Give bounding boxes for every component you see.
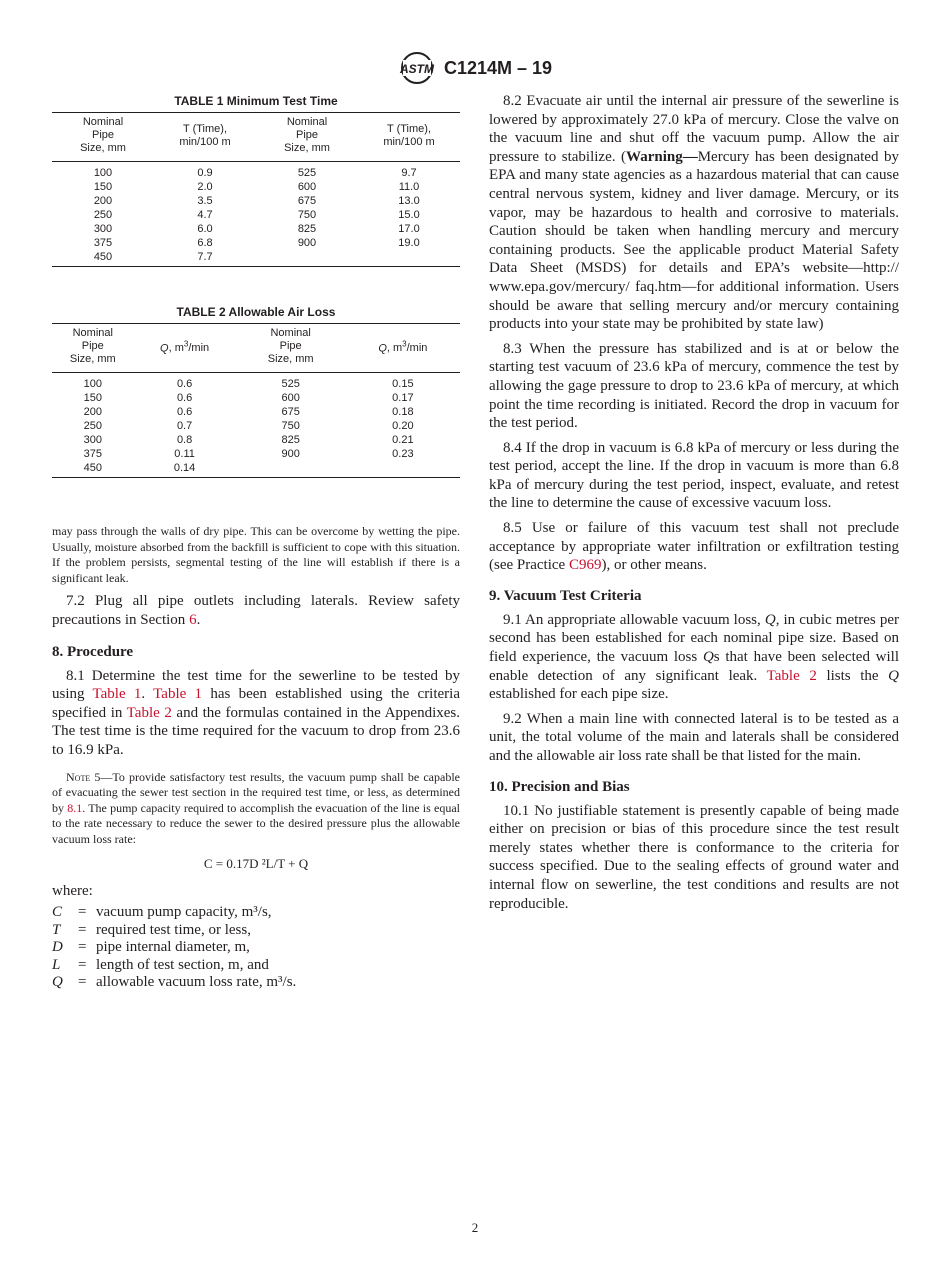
table1-cell: 450 (52, 250, 154, 267)
text: 8.5 Use or failure of this vacuum test shall not preclude acceptance by appropriate water infiltration or exfiltration testing (see Practice (489, 520, 899, 574)
table2-row (52, 405, 460, 419)
definition-text: vacuum pump capacity, m³/s, (96, 904, 272, 921)
practice-c969-link[interactable]: C969 (568, 557, 602, 574)
table2-header-q-unit: , $m^3/\min$ (168, 339, 210, 355)
definition-text: required test time, or less, (96, 921, 251, 938)
table1-link[interactable]: Table 1 (92, 686, 142, 703)
text: . (196, 611, 201, 628)
definition-symbol: L (52, 956, 61, 973)
text: . (141, 686, 154, 703)
table2-cell: 100 (83, 378, 102, 390)
table1-cell: 0.9 (197, 167, 213, 179)
q-symbol: Q (764, 611, 776, 628)
equals-sign: = (78, 939, 87, 956)
table2-cell: 0.20 (392, 420, 414, 432)
table2-row (52, 391, 460, 405)
table1-cell: 100 (93, 167, 113, 179)
table2-cell: 900 (281, 448, 300, 460)
page-number: 2 (471, 1220, 479, 1235)
table1-title: TABLE 1 Minimum Test Time (174, 94, 338, 108)
definition-row (52, 904, 460, 922)
table1-cell: 825 (297, 223, 317, 235)
table1-cell: 17.0 (398, 223, 420, 235)
definition-text: allowable vacuum loss rate, m³/s. (96, 974, 297, 991)
table2-cell: 0.18 (392, 406, 414, 418)
table1-cell: 2.0 (197, 181, 213, 193)
equals-sign: = (78, 974, 87, 991)
table1-header-cell (52, 113, 154, 162)
text: 8.1 Determine the test time for the sewerline to be tested by using (52, 667, 460, 703)
table2-cell: 750 (281, 420, 300, 432)
text: and the formulas contained in the Appendixes. The test time is the time required for the vacuum to drop from 23.6 to 16.9 kPa. (52, 704, 460, 758)
table2-header-q-symbol: Q (160, 342, 169, 355)
paragraph-8-2 (489, 92, 899, 334)
definition-symbol: Q (52, 974, 63, 991)
table2-cell: 0.23 (392, 448, 414, 460)
table1-cell: 15.0 (398, 209, 420, 221)
table1-cell: 675 (297, 195, 317, 207)
svg-text:ASTM: ASTM (399, 62, 434, 76)
table1-cell: 6.8 (197, 237, 213, 249)
table1-cell: 900 (297, 237, 317, 249)
table2-cell: 825 (281, 434, 300, 446)
heading-precision-and-bias: 10. Precision and Bias (489, 778, 630, 795)
text: established for each pipe size. (489, 686, 669, 703)
table2-cell: 250 (83, 420, 102, 432)
table2-cell: 0.6 (176, 392, 193, 404)
table2-link[interactable]: Table 2 (766, 667, 817, 684)
table1-cell: 9.7 (401, 167, 417, 179)
section-8-1-link[interactable]: 8.1 (67, 800, 83, 815)
table2-cell: 600 (281, 392, 300, 404)
paragraph-9-1 (489, 611, 899, 704)
table2-cell: 0.14 (134, 461, 236, 478)
table1-header-time: T (Time), min/100 m (383, 122, 435, 148)
table2-cell: 0.6 (176, 378, 193, 390)
table1-link[interactable]: Table 1 (153, 686, 203, 703)
text: ), or other means. (601, 557, 707, 574)
table1-cell: 150 (93, 181, 113, 193)
table1-cell: 4.7 (197, 209, 213, 221)
definition-text: length of test section, m, and (96, 956, 269, 973)
q-symbol: Q (888, 667, 899, 684)
table1-header-cell (154, 113, 256, 162)
text: . The pump capacity required to accomplish the evacuation of the line is equal to the rate necessary to reduce the sewer to the desired pressure plus the allowable vacuum loss rate: (52, 800, 461, 846)
heading-vacuum-test-criteria: 9. Vacuum Test Criteria (489, 587, 642, 604)
note-continuation: may pass through the walls of dry pipe. This can be overcome by wetting the pipe. Usually, moisture absorbed from the backfill is sufficient to cope with this situation. If the problem persists, segmental testing of the line will establish if there is a significant leak. (52, 524, 460, 585)
definition-symbol: T (52, 921, 61, 938)
text: 7.2 Plug all pipe outlets including laterals. Review safety precautions in Section (52, 593, 460, 628)
left-column (52, 92, 460, 992)
text: , in cubic metres per second has been established for each nominal pipe size. Based on field experience, the vacuum loss (489, 611, 899, 666)
note-5 (52, 770, 460, 848)
note-label: Note (66, 769, 91, 784)
table1-cell: 250 (93, 209, 113, 221)
table2-header-size: Nominal Pipe Size, mm (69, 327, 116, 365)
table1-header-size: Nominal Pipe Size, mm (284, 116, 330, 154)
q-symbol: Q (702, 649, 714, 666)
table1-row (52, 162, 460, 181)
table2-cell: 375 (83, 448, 102, 460)
text: Mercury has been designated by EPA and many state agencies as a hazardous material that can cause central nervous system, kidney and liver damage. Mercury, or its vapor, may be hazardous to health and corrosive to materials. Caution should be taken when handling mercury and mercury containing products. See the applicable product Material Safety Data Sheet (MSDS) for details and EPA’s website—http:// www.epa.gov/mercury/ faq.htm—for additional information. Users should be aware that selling mercury and/or mercury containing products into your state may be prohibited by state law) (489, 148, 899, 333)
heading-procedure: 8. Procedure (52, 643, 134, 660)
equals-sign: = (78, 921, 87, 938)
table1-cell: 3.5 (197, 195, 213, 207)
pump-capacity-formula: C = 0.17D ²L/T + Q (203, 855, 309, 871)
table1-header-time: T (Time), min/100 m (179, 122, 231, 148)
table2-header-cell (236, 324, 346, 373)
text: 9.1 An appropriate allowable vacuum loss, (503, 611, 765, 628)
table1-header-cell (358, 113, 460, 162)
paragraph-8-1 (52, 667, 460, 760)
paragraph-8-3: 8.3 When the pressure has stabilized and is at or below the starting test vacuum of 23.6 kPa of mercury, commence the test by allowing the gage pressure to drop to 23.6 kPa of mercury, at which point the time recording is initiated. Record the drop in vacuum for the test period. (489, 340, 899, 432)
text: has been established using the criteria specified in (52, 686, 460, 721)
definition-text: pipe internal diameter, m, (96, 939, 250, 956)
astm-logo-icon (398, 50, 436, 86)
table1-row (52, 236, 460, 250)
table1-minimum-test-time (52, 112, 460, 267)
document-code: C1214M – 19 (443, 57, 553, 78)
table1-row (52, 180, 460, 194)
table2-cell: 300 (83, 434, 102, 446)
definition-row (52, 974, 460, 992)
table1-header-cell (256, 113, 358, 162)
table1-cell: 6.0 (197, 223, 213, 235)
table2-allowable-air-loss (52, 323, 460, 478)
table2-row (52, 419, 460, 433)
table1-cell: 7.7 (154, 250, 256, 267)
table2-cell: 450 (52, 461, 134, 478)
text: 8.2 Evacuate air until the internal air pressure of the sewerline is lowered by approximately 27.0 kPa of mercury. Close the valve on the vacuum line and shut off the vacuum pump. Allow the air pressure to stabilize. ( (489, 93, 899, 165)
text: lists the (816, 667, 889, 684)
table1-cell: 525 (297, 167, 317, 179)
table1-cell: 375 (93, 237, 113, 249)
table1-cell (256, 250, 358, 267)
page-header (0, 50, 950, 86)
table2-body (52, 373, 460, 478)
table2-header-size: Nominal Pipe Size, mm (267, 327, 314, 365)
table2-header-q-symbol: Q (378, 342, 387, 355)
table2-row (52, 461, 460, 478)
definition-symbol: D (52, 939, 63, 956)
table2-cell: 525 (281, 378, 300, 390)
table2-cell: 0.8 (176, 434, 193, 446)
table2-cell (346, 461, 460, 478)
table2-cell: 150 (83, 392, 102, 404)
table2-cell: 0.15 (392, 378, 414, 390)
table1-row (52, 208, 460, 222)
table2-cell: 675 (281, 406, 300, 418)
table2-header-cell (52, 324, 134, 373)
table2-cell: 0.11 (174, 448, 195, 460)
definition-symbol: C (52, 904, 63, 921)
equals-sign: = (78, 904, 87, 921)
table1-cell: 300 (93, 223, 113, 235)
table1-row (52, 194, 460, 208)
table2-row (52, 447, 460, 461)
table1-cell: 13.0 (398, 195, 420, 207)
table1-cell: 750 (297, 209, 317, 221)
warning-label: Warning— (626, 148, 698, 165)
table2-cell: 200 (83, 406, 102, 418)
table2-row (52, 373, 460, 392)
table1-body (52, 162, 460, 267)
definition-row (52, 922, 460, 940)
table2-header-cell (134, 324, 236, 373)
definition-row (52, 957, 460, 975)
table2-cell: 0.6 (176, 406, 193, 418)
table1-cell (358, 250, 460, 267)
text: 5—To provide satisfactory test results, the vacuum pump shall be capable of evacuating the sewer test section in the required test time, or less, as determined by (52, 769, 460, 815)
paragraph-7-2 (52, 592, 460, 629)
paragraph-9-2: 9.2 When a main line with connected lateral is to be tested as a unit, the total volume of the main and laterals shall be considered and the allowable air loss rate shall be that listed for the main. (489, 710, 899, 764)
table2-row (52, 433, 460, 447)
paragraph-8-5 (489, 519, 899, 575)
table1-row (52, 250, 460, 267)
equals-sign: = (78, 956, 87, 973)
section-6-link[interactable]: 6 (189, 611, 197, 628)
table2-header-cell (346, 324, 460, 373)
table1-cell: 600 (297, 181, 317, 193)
table2-cell: 0.17 (392, 392, 414, 404)
table2-cell (236, 461, 346, 478)
table2-title: TABLE 2 Allowable Air Loss (176, 305, 336, 319)
table1-row (52, 222, 460, 236)
table1-cell: 11.0 (398, 181, 420, 193)
table1-cell: 19.0 (398, 237, 420, 249)
table2-cell: 0.7 (176, 420, 193, 432)
paragraph-8-4: 8.4 If the drop in vacuum is 6.8 kPa of mercury or less during the test period, accept the line. If the drop in vacuum is more than 6.8 kPa of mercury during the test period, inspect, evaluate, and retest the line to determine the cause of excessive vacuum loss. (489, 439, 899, 512)
table2-cell: 0.21 (392, 434, 414, 446)
paragraph-10-1: 10.1 No justifiable statement is presently capable of being made either on precision or bias of this procedure since the test result merely states whether there is conformance to the criteria for success specified. Due to the sealing effects of ground water and internal flow on sewerline, the test conditions and results are not reproducible. (489, 802, 899, 912)
where-label: where: (52, 882, 93, 899)
table1-header-size: Nominal Pipe Size, mm (80, 116, 126, 154)
table1-cell: 200 (93, 195, 113, 207)
definition-row (52, 939, 460, 957)
variable-definitions (52, 904, 460, 992)
table2-header-q-unit: , $m^3/\min$ (386, 339, 428, 355)
text: s that have been selected will enable detection of any significant leak. (489, 649, 899, 684)
table2-link[interactable]: Table 2 (126, 704, 172, 721)
right-column (489, 92, 899, 913)
